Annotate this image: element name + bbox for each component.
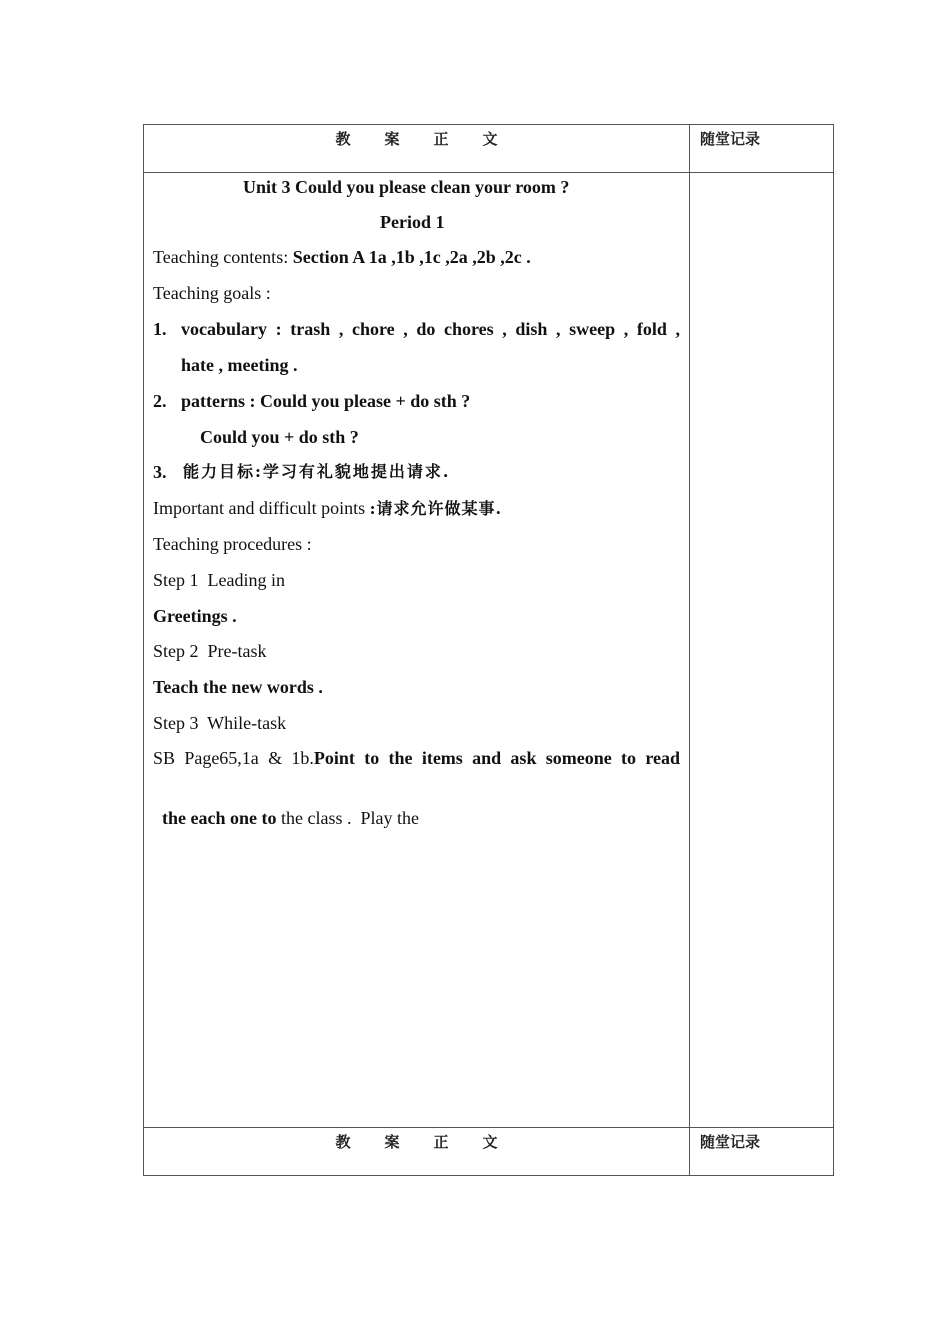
step-1-heading: Step 1 Leading in (153, 570, 285, 590)
step-3-detail-line-1 (153, 747, 680, 769)
teaching-contents-value: Section A 1a ,1b ,1c ,2a ,2b ,2c . (292, 247, 531, 267)
important-points-value: :请求允许做某事. (369, 499, 503, 518)
goal-3-text: 能力目标:学习有礼貌地提出请求. (183, 462, 451, 481)
step-1-detail: Greetings . (153, 606, 237, 626)
teaching-procedures-label: Teaching procedures : (153, 534, 312, 554)
footer-char: 案 (384, 1133, 400, 1151)
goal-1-line-2: hate , meeting . (181, 355, 298, 375)
footer-title (144, 1131, 689, 1152)
goal-2-line-1: patterns : Could you please + do sth ? (181, 391, 471, 411)
goal-2-number: 2. (153, 391, 167, 411)
header-char: 文 (482, 130, 498, 148)
footer-char: 正 (433, 1133, 449, 1151)
instruction-trailing: the class . Play the (276, 808, 419, 828)
goal-3-number: 3. (153, 462, 167, 482)
header-char: 正 (433, 130, 449, 148)
important-points-label: Important and difficult points (153, 498, 370, 518)
teaching-goals-label: Teaching goals : (153, 283, 271, 303)
table-border-left (143, 124, 144, 1176)
step-3-detail-line-2 (153, 785, 419, 829)
footer-char: 教 (335, 1133, 351, 1151)
footer-notes-label: 随堂记录 (700, 1133, 761, 1151)
footer-divider-top (143, 1127, 834, 1128)
step-2-detail: Teach the new words . (153, 677, 323, 697)
step-2-heading: Step 2 Pre-task (153, 641, 267, 661)
table-border-bottom (143, 1175, 834, 1176)
goal-1-line-1: vocabulary : trash , chore , do chores , dish , sweep , fold , (181, 319, 680, 339)
goal-1-number: 1. (153, 319, 167, 339)
teaching-contents-label: Teaching contents: (153, 247, 293, 267)
column-divider (689, 124, 690, 1176)
goal-2-line-2: Could you + do sth ? (200, 427, 359, 447)
header-title (144, 128, 689, 149)
instruction-continued: the each one to (162, 808, 277, 828)
teaching-contents (153, 246, 531, 268)
header-char: 教 (335, 130, 351, 148)
header-notes-label: 随堂记录 (700, 130, 761, 148)
header-char: 案 (384, 130, 400, 148)
sb-instruction: Point to the items and ask someone to read (313, 748, 681, 768)
header-divider (143, 172, 834, 173)
table-border-right (833, 124, 834, 1176)
lesson-title: Unit 3 Could you please clean your room ? (243, 177, 570, 197)
period-label: Period 1 (380, 212, 445, 232)
important-points (153, 497, 502, 520)
table-border-top (143, 124, 834, 125)
step-3-heading: Step 3 While-task (153, 713, 287, 733)
footer-char: 文 (482, 1133, 498, 1151)
sb-page-reference: SB Page65,1a & 1b. (153, 748, 314, 768)
